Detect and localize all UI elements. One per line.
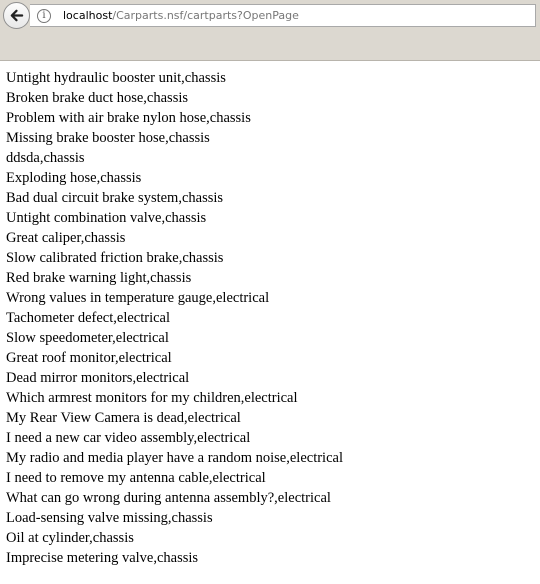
list-item: Imprecise metering valve,chassis: [6, 550, 199, 566]
list-item: I need a new car video assembly,electrical: [6, 430, 251, 446]
list-item: My Rear View Camera is dead,electrical: [6, 410, 241, 426]
url-text[interactable]: [63, 9, 299, 22]
navigation-bar: [0, 0, 540, 32]
back-arrow-icon: [9, 8, 24, 23]
browser-toolbar: [0, 0, 540, 61]
list-item: Dead mirror monitors,electrical: [6, 370, 190, 386]
list-item: Missing brake booster hose,chassis: [6, 130, 210, 146]
list-item: ddsda,chassis: [6, 150, 85, 166]
list-item: Slow calibrated friction brake,chassis: [6, 250, 224, 266]
list-item: Bad dual circuit brake system,chassis: [6, 190, 224, 206]
list-item: Oil at cylinder,chassis: [6, 530, 134, 546]
list-item: Red brake warning light,chassis: [6, 270, 192, 286]
list-item: Tachometer defect,electrical: [6, 310, 171, 326]
list-item: Broken brake duct hose,chassis: [6, 90, 189, 106]
list-item: Great roof monitor,electrical: [6, 350, 172, 366]
list-item: Which armrest monitors for my children,electrical: [6, 390, 298, 406]
list-item: Load-sensing valve missing,chassis: [6, 510, 213, 526]
url-path: /Carparts.nsf/cartparts?OpenPage: [112, 9, 299, 22]
parts-list: [6, 68, 536, 568]
page-content: [6, 68, 536, 568]
list-item: What can go wrong during antenna assembly?,electrical: [6, 490, 331, 506]
list-item: Wrong values in temperature gauge,electrical: [6, 290, 270, 306]
list-item: Great caliper,chassis: [6, 230, 126, 246]
address-bar[interactable]: [30, 4, 536, 27]
list-item: Problem with air brake nylon hose,chassis: [6, 110, 251, 126]
back-button[interactable]: [3, 2, 30, 29]
list-item: Untight hydraulic booster unit,chassis: [6, 70, 226, 86]
url-host: localhost: [63, 9, 113, 22]
list-item: Untight combination valve,chassis: [6, 210, 207, 226]
list-item: My radio and media player have a random noise,electrical: [6, 450, 343, 466]
list-item: Exploding hose,chassis: [6, 170, 142, 186]
list-item: I need to remove my antenna cable,electrical: [6, 470, 266, 486]
list-item: Slow speedometer,electrical: [6, 330, 169, 346]
site-info-icon[interactable]: i: [37, 9, 51, 23]
